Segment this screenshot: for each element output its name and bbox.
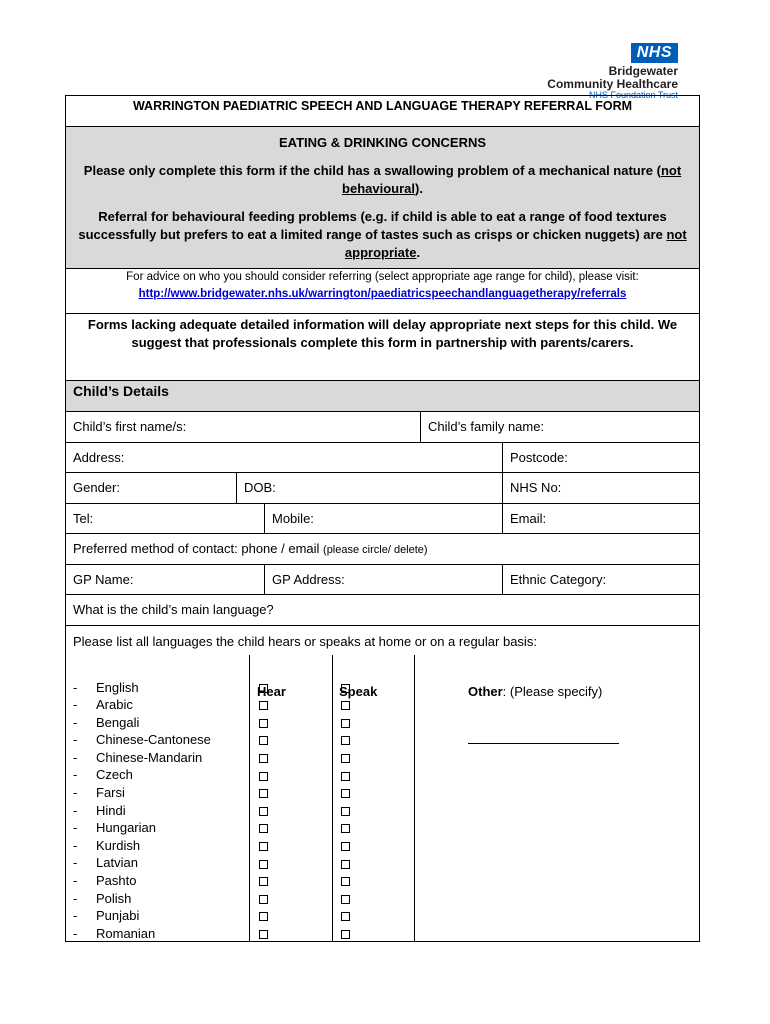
mobile-field[interactable]: Mobile: bbox=[264, 504, 502, 534]
bullet-dash: - bbox=[73, 890, 78, 906]
speak-checkbox[interactable] bbox=[341, 807, 350, 816]
concerns-heading: EATING & DRINKING CONCERNS bbox=[278, 135, 487, 150]
hear-checkbox[interactable] bbox=[259, 912, 268, 921]
hear-checkbox[interactable] bbox=[259, 736, 268, 745]
language-name: Hindi bbox=[96, 802, 126, 818]
bullet-dash: - bbox=[73, 873, 78, 889]
warning-text: Forms lacking adequate detailed information will delay appropriate next steps for this child. We suggest that professionals complete this form in partnership with parents/carers. bbox=[66, 314, 699, 381]
hear-checkbox[interactable] bbox=[259, 930, 268, 939]
speak-checkbox[interactable] bbox=[341, 736, 350, 745]
hear-checkbox[interactable] bbox=[259, 754, 268, 763]
gender-row bbox=[66, 473, 699, 504]
advice-block bbox=[66, 269, 699, 314]
language-name: Kurdish bbox=[96, 837, 141, 853]
language-row bbox=[66, 907, 211, 925]
language-row bbox=[66, 854, 211, 872]
language-name: Bengali bbox=[96, 714, 140, 730]
language-row bbox=[66, 749, 211, 767]
speak-checkbox[interactable] bbox=[341, 895, 350, 904]
hear-checkbox[interactable] bbox=[259, 842, 268, 851]
family-name-field[interactable]: Child’s family name: bbox=[420, 412, 699, 442]
hear-checkbox[interactable] bbox=[259, 895, 268, 904]
dob-field[interactable]: DOB: bbox=[236, 473, 502, 503]
hear-checkbox[interactable] bbox=[259, 772, 268, 781]
hear-header: Hear bbox=[257, 683, 286, 699]
language-row bbox=[66, 925, 211, 943]
hear-checkbox[interactable] bbox=[259, 719, 268, 728]
other-specify-line[interactable] bbox=[468, 743, 619, 744]
language-name: Hungarian bbox=[96, 820, 156, 836]
postcode-field[interactable]: Postcode: bbox=[502, 443, 699, 473]
language-row bbox=[66, 802, 211, 820]
contact-method-row bbox=[66, 534, 699, 565]
first-name-field[interactable]: Child’s first name/s: bbox=[73, 419, 187, 434]
bullet-dash: - bbox=[73, 925, 78, 941]
language-name: Pashto bbox=[96, 873, 137, 889]
gp-row bbox=[66, 565, 699, 596]
speak-checkbox[interactable] bbox=[341, 842, 350, 851]
divider bbox=[249, 655, 250, 941]
logo-org-name-2: Community Healthcare bbox=[547, 77, 678, 91]
language-row bbox=[66, 679, 211, 697]
advice-text: For advice on who you should consider referring (select appropriate age range for child), please visit: bbox=[126, 271, 639, 283]
hear-checkbox[interactable] bbox=[259, 789, 268, 798]
childs-details-heading: Child’s Details bbox=[66, 381, 699, 412]
language-name: Punjabi bbox=[96, 908, 140, 924]
language-row bbox=[66, 872, 211, 890]
hear-checkbox[interactable] bbox=[259, 824, 268, 833]
bullet-dash: - bbox=[73, 908, 78, 924]
gp-name-field[interactable]: GP Name: bbox=[73, 571, 134, 587]
notice-mechanical: Please only complete this form if the child has a swallowing problem of a mechanical nature (not behavioural). bbox=[83, 163, 682, 196]
language-row bbox=[66, 784, 211, 802]
contact-hint: (please circle/ delete) bbox=[323, 544, 428, 556]
language-name: Farsi bbox=[96, 785, 125, 801]
hear-checkbox[interactable] bbox=[259, 860, 268, 869]
notice-behavioural: Referral for behavioural feeding problems (e.g. if child is able to eat a range of food textures successfully but prefers to eat a limited range of tastes such as crisps or chicken nuggets) are not appropriate. bbox=[78, 209, 687, 260]
bullet-dash: - bbox=[73, 732, 78, 748]
language-name: Czech bbox=[96, 767, 133, 783]
logo-trust-name: NHS Foundation Trust bbox=[588, 91, 678, 99]
bullet-dash: - bbox=[73, 855, 78, 871]
language-row bbox=[66, 731, 211, 749]
ethnic-category-field[interactable]: Ethnic Category: bbox=[502, 565, 699, 595]
language-name: Chinese-Cantonese bbox=[96, 732, 211, 748]
address-row bbox=[66, 443, 699, 474]
bullet-dash: - bbox=[73, 714, 78, 730]
contact-row bbox=[66, 504, 699, 535]
bullet-dash: - bbox=[73, 837, 78, 853]
bullet-dash: - bbox=[73, 820, 78, 836]
tel-field[interactable]: Tel: bbox=[73, 510, 94, 526]
speak-checkbox[interactable] bbox=[341, 719, 350, 728]
bullet-dash: - bbox=[73, 679, 78, 695]
speak-checkbox[interactable] bbox=[341, 860, 350, 869]
hear-checkbox[interactable] bbox=[259, 684, 268, 693]
bullet-dash: - bbox=[73, 785, 78, 801]
language-row bbox=[66, 696, 211, 714]
divider bbox=[332, 655, 333, 941]
referral-form bbox=[65, 95, 700, 942]
language-name: Polish bbox=[96, 890, 132, 906]
hear-checkbox[interactable] bbox=[259, 807, 268, 816]
speak-checkbox[interactable] bbox=[341, 877, 350, 886]
form-title: WARRINGTON PAEDIATRIC SPEECH AND LANGUAGE THERAPY REFERRAL FORM bbox=[66, 96, 699, 127]
contact-method-field[interactable]: Preferred method of contact: phone / email (please circle/ delete) bbox=[73, 541, 428, 556]
bullet-dash: - bbox=[73, 802, 78, 818]
email-field[interactable]: Email: bbox=[502, 504, 699, 534]
language-name: English bbox=[96, 679, 139, 695]
divider bbox=[414, 655, 415, 941]
language-name: Romanian bbox=[96, 925, 156, 941]
speak-checkbox[interactable] bbox=[341, 772, 350, 781]
main-language-field[interactable]: What is the child’s main language? bbox=[73, 602, 274, 617]
speak-checkbox[interactable] bbox=[341, 684, 350, 693]
hear-checkbox[interactable] bbox=[259, 877, 268, 886]
language-row bbox=[66, 819, 211, 837]
logo-org-name: Bridgewater bbox=[608, 64, 678, 78]
language-name: Chinese-Mandarin bbox=[96, 749, 203, 765]
speak-checkbox[interactable] bbox=[341, 754, 350, 763]
language-row bbox=[66, 766, 211, 784]
name-row bbox=[66, 412, 699, 443]
language-list bbox=[66, 679, 211, 943]
speak-header: Speak bbox=[339, 683, 378, 699]
bullet-dash: - bbox=[73, 749, 78, 765]
speak-checkbox[interactable] bbox=[341, 789, 350, 798]
nhs-logo bbox=[547, 43, 678, 99]
speak-checkbox[interactable] bbox=[341, 930, 350, 939]
gender-field[interactable]: Gender: bbox=[73, 480, 120, 495]
hear-checkbox[interactable] bbox=[259, 701, 268, 710]
language-row bbox=[66, 837, 211, 855]
language-row bbox=[66, 714, 211, 732]
address-field[interactable]: Address: bbox=[73, 449, 125, 465]
other-specify: Other: (Please specify) bbox=[468, 683, 603, 699]
nhs-badge: NHS bbox=[631, 43, 678, 63]
gp-address-field[interactable]: GP Address: bbox=[264, 565, 502, 595]
bullet-dash: - bbox=[73, 697, 78, 713]
bullet-dash: - bbox=[73, 767, 78, 783]
speak-checkbox[interactable] bbox=[341, 824, 350, 833]
referrals-link[interactable]: http://www.bridgewater.nhs.uk/warrington/paediatricspeechandlanguagetherapy/referrals bbox=[138, 288, 627, 300]
languages-prompt: Please list all languages the child hears or speaks at home or on a regular basis: bbox=[73, 633, 537, 649]
speak-checkbox[interactable] bbox=[341, 701, 350, 710]
languages-section bbox=[66, 626, 699, 942]
language-name: Latvian bbox=[96, 855, 138, 871]
language-name: Arabic bbox=[96, 697, 133, 713]
nhs-no-field[interactable]: NHS No: bbox=[502, 473, 699, 503]
main-language-row bbox=[66, 595, 699, 626]
eating-drinking-notice bbox=[66, 127, 699, 269]
language-row bbox=[66, 890, 211, 908]
speak-checkbox[interactable] bbox=[341, 912, 350, 921]
